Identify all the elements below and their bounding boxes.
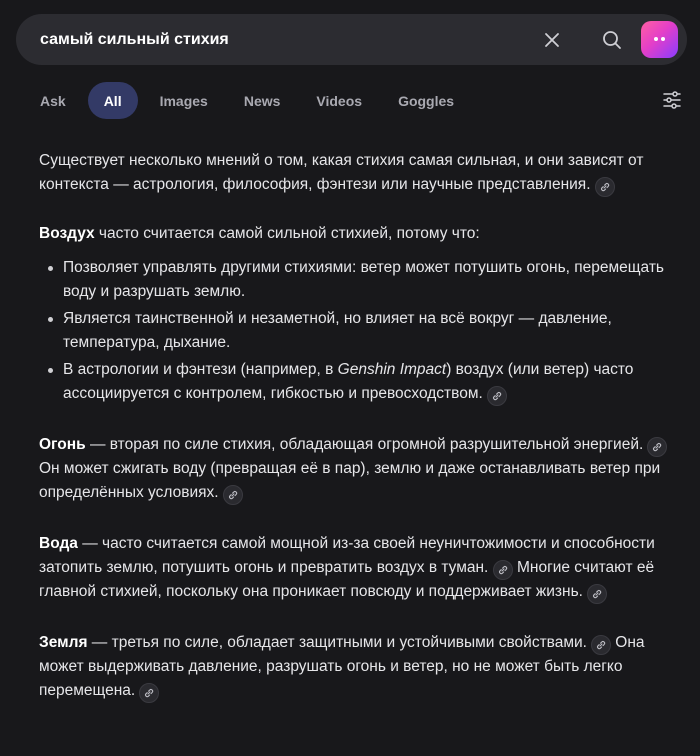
filters-button[interactable] — [662, 90, 682, 110]
air-title: Воздух — [39, 225, 95, 242]
search-icon — [600, 28, 624, 52]
link-icon — [595, 639, 607, 651]
citation-link[interactable] — [591, 635, 611, 655]
water-paragraph: Вода — часто считается самой мощной из-за своей неуничтожимости и способности затопить землю, потушить огонь и превратить воздух в туман. Многие считают её главной стихией, поскольку она проникает повсюду и поддерживает жизнь. — [39, 532, 675, 604]
fire-title: Огонь — [39, 436, 86, 453]
citation-link[interactable] — [587, 584, 607, 604]
link-icon — [591, 588, 603, 600]
tab-all[interactable]: All — [88, 82, 138, 119]
citation-link[interactable] — [595, 177, 615, 197]
air-intro: Воздух часто считается самой сильной стихией, потому что: — [39, 225, 480, 242]
citation-link[interactable] — [139, 683, 159, 703]
ai-answer — [39, 149, 675, 703]
citation-link[interactable] — [487, 386, 507, 406]
citation-link[interactable] — [223, 485, 243, 505]
tab-ask[interactable]: Ask — [40, 92, 66, 109]
link-icon — [497, 564, 509, 576]
search-input[interactable] — [40, 28, 510, 52]
link-icon — [599, 181, 611, 193]
search-bar — [16, 14, 687, 65]
citation-link[interactable] — [493, 560, 513, 580]
earth-title: Земля — [39, 634, 88, 651]
earth-paragraph: Земля — третья по силе, обладает защитными и устойчивыми свойствами. Она может выдерживать давление, разрушать огонь и ветер, но не может быть легко перемещена. — [39, 631, 675, 703]
tab-videos[interactable]: Videos — [316, 92, 363, 109]
answer-intro: Существует несколько мнений о том, какая стихия самая сильная, и они зависят от контекста — астрология, философия, фэнтези или научные представления. — [39, 149, 675, 197]
link-icon — [491, 390, 503, 402]
list-item: Позволяет управлять другими стихиями: ветер может потушить огонь, перемещать воду и разрушать землю. — [39, 256, 675, 304]
list-item: В астрологии и фэнтези (например, в Genshin Impact) воздух (или ветер) часто ассоциируется с контролем, гибкостью и превосходством. — [39, 358, 675, 406]
sliders-icon — [662, 90, 682, 110]
tab-images[interactable]: Images — [159, 92, 208, 109]
fire-paragraph: Огонь — вторая по силе стихия, обладающая огромной разрушительной энергией. Он может сжигать воду (превращая её в пар), землю и даже останавливать ветер при определённых условиях. — [39, 433, 675, 505]
citation-link[interactable] — [647, 437, 667, 457]
search-tabs — [26, 82, 476, 119]
link-icon — [143, 687, 155, 699]
clear-search-button[interactable] — [540, 28, 564, 52]
water-title: Вода — [39, 535, 78, 552]
leo-assistant-button[interactable] — [641, 21, 678, 58]
tab-goggles[interactable]: Goggles — [398, 92, 455, 109]
air-bullets — [39, 256, 675, 406]
close-icon — [540, 28, 564, 52]
tab-news[interactable]: News — [243, 92, 281, 109]
link-icon — [651, 441, 663, 453]
search-button[interactable] — [600, 28, 624, 52]
list-item: Является таинственной и незаметной, но влияет на всё вокруг — давление, температура, дыхание. — [39, 307, 675, 355]
link-icon — [227, 489, 239, 501]
